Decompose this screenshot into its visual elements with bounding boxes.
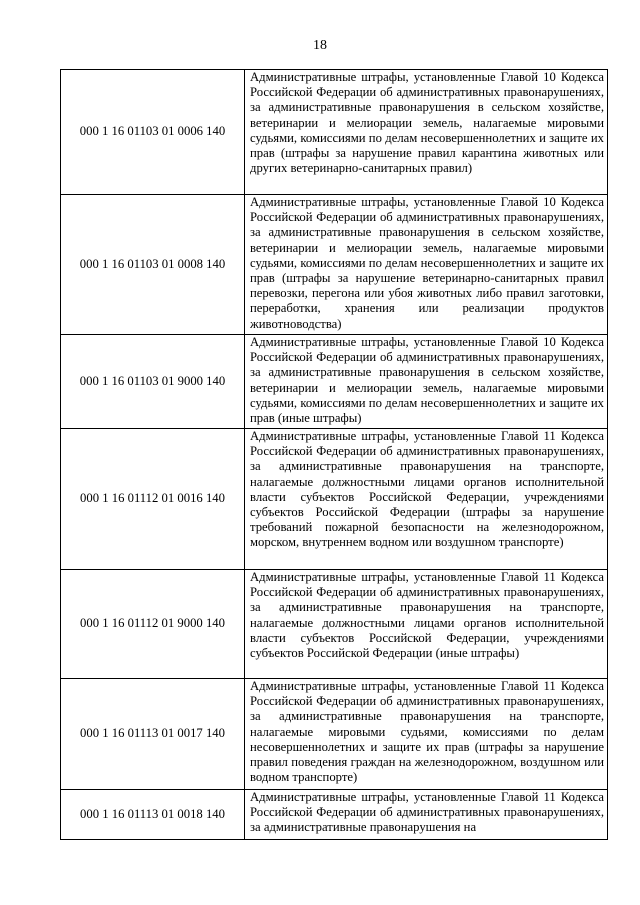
row-code: 000 1 16 01103 01 0008 140	[61, 195, 245, 335]
table-row	[61, 195, 608, 335]
table-row	[61, 70, 608, 195]
row-code: 000 1 16 01103 01 9000 140	[61, 335, 245, 429]
row-description: Административные штрафы, установленные Главой 11 Кодекса Российской Федерации об административных правонарушениях, за административные правонарушения на транспорте, налагаемые мировыми судьями, комиссиями по делам несовершеннолетних и защите их прав (штрафы за нарушение правил поведения граждан на железнодорожном, воздушном или водном транспорте)	[245, 679, 608, 790]
row-description: Административные штрафы, установленные Главой 11 Кодекса Российской Федерации об административных правонарушениях, за административные правонарушения на транспорте, налагаемые должностными лицами органов исполнительной власти субъектов Российской Федерации, учреждениями субъектов Российской Федерации (штрафы за нарушение требований пожарной безопасности на железнодорожном, морском, внутреннем водном или воздушном транспорте)	[245, 429, 608, 570]
row-code: 000 1 16 01112 01 9000 140	[61, 570, 245, 679]
table-row	[61, 335, 608, 429]
row-description: Административные штрафы, установленные Главой 11 Кодекса Российской Федерации об административных правонарушениях, за административные правонарушения на	[245, 790, 608, 840]
table-row	[61, 429, 608, 570]
row-code: 000 1 16 01113 01 0017 140	[61, 679, 245, 790]
budget-code-table	[60, 69, 608, 840]
table-row	[61, 679, 608, 790]
page-number: 18	[313, 38, 327, 53]
row-code: 000 1 16 01103 01 0006 140	[61, 70, 245, 195]
row-code: 000 1 16 01112 01 0016 140	[61, 429, 245, 570]
table-row	[61, 790, 608, 840]
row-description: Административные штрафы, установленные Главой 11 Кодекса Российской Федерации об административных правонарушениях, за административные правонарушения на транспорте, налагаемые должностными лицами органов исполнительной власти субъектов Российской Федерации, учреждениями субъектов Российской Федерации (иные штрафы)	[245, 570, 608, 679]
row-description: Административные штрафы, установленные Главой 10 Кодекса Российской Федерации об административных правонарушениях, за административные правонарушения в сельском хозяйстве, ветеринарии и мелиорации земель, налагаемые мировыми судьями, комиссиями по делам несовершеннолетних и защите их прав (иные штрафы)	[245, 335, 608, 429]
row-description: Административные штрафы, установленные Главой 10 Кодекса Российской Федерации об административных правонарушениях, за административные правонарушения в сельском хозяйстве, ветеринарии и мелиорации земель, налагаемые мировыми судьями, комиссиями по делам несовершеннолетних и защите их прав (штрафы за нарушение ветеринарно-санитарных правил перевозки, перегона или убоя животных либо правил заготовки, переработки, хранения или реализации продуктов животноводства)	[245, 195, 608, 335]
row-code: 000 1 16 01113 01 0018 140	[61, 790, 245, 840]
row-description: Административные штрафы, установленные Главой 10 Кодекса Российской Федерации об административных правонарушениях, за административные правонарушения в сельском хозяйстве, ветеринарии и мелиорации земель, налагаемые мировыми судьями, комиссиями по делам несовершеннолетних и защите их прав (штрафы за нарушение правил карантина животных или других ветеринарно-санитарных правил)	[245, 70, 608, 195]
table-row	[61, 570, 608, 679]
